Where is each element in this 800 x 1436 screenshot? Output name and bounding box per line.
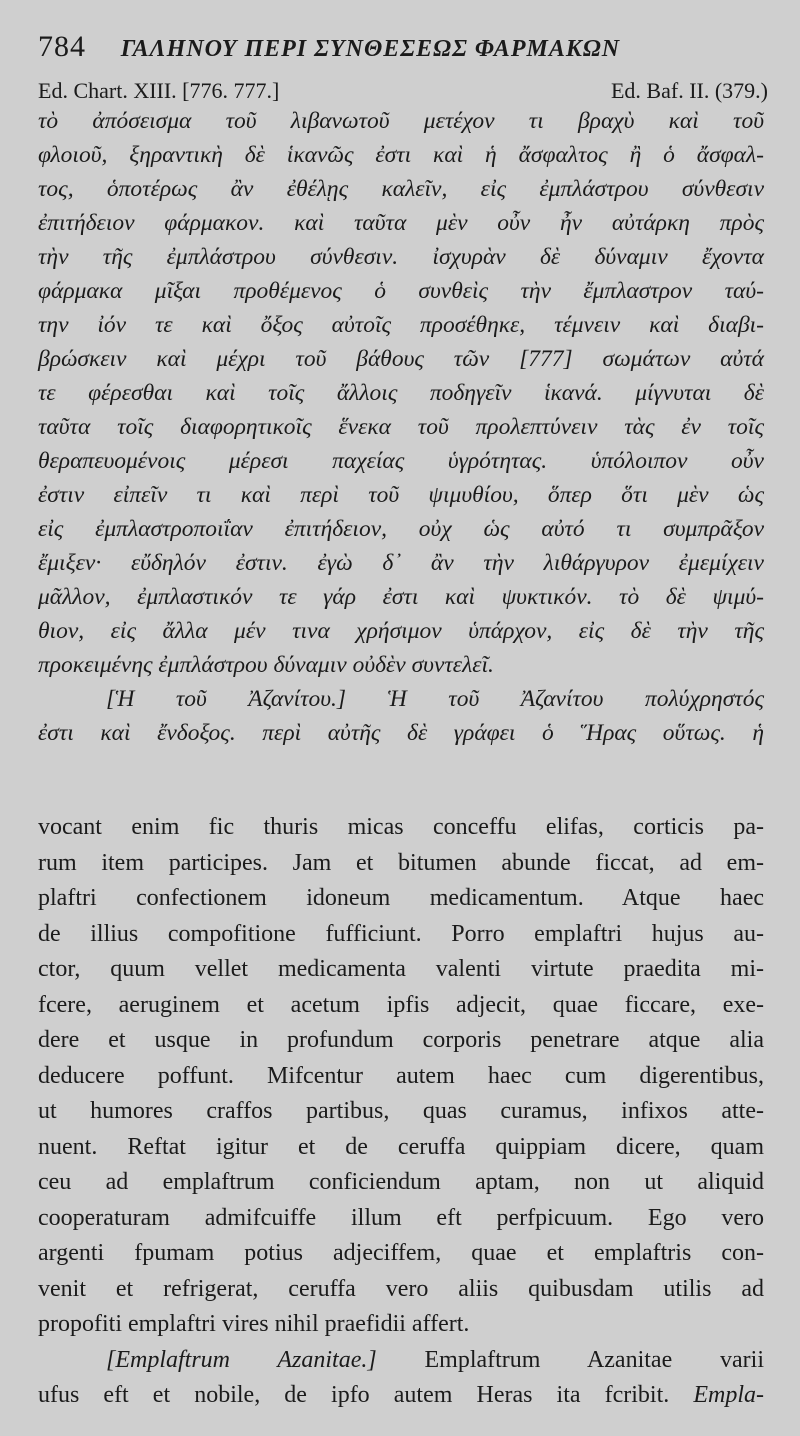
greek-text-block	[38, 104, 764, 750]
greek-line: προκειμένης ἐμπλάστρου δύναμιν οὐδὲν συντελεῖ.	[38, 652, 494, 678]
greek-line: τος, ὁποτέρως ἂν ἐθέλῃς καλεῖν, εἰς ἐμπλάστρου σύνθεσιν	[38, 176, 764, 202]
greek-line: ἐπιτήδειον φάρμακον. καὶ ταῦτα μὲν οὖν ἦν αὐτάρκη πρὸς	[38, 210, 764, 236]
greek-line: ἔμιξεν· εὔδηλόν ἐστιν. ἐγὼ δ᾽ ἂν τὴν λιθάργυρον ἐμεμίχειν	[38, 550, 764, 576]
latin-line: de illius compofitione fufficiunt. Porro emplaftri hujus au-	[38, 920, 764, 947]
greek-line: θιον, εἰς ἄλλα μέν τινα χρήσιμον ὑπάρχον, εἰς δὲ τὴν τῆς	[38, 618, 764, 644]
greek-line: μᾶλλον, ἐμπλαστικόν τε γάρ ἐστι καὶ ψυκτικόν. τὸ δὲ ψιμύ-	[38, 584, 764, 610]
greek-line: βρώσκειν καὶ μέχρι τοῦ βάθους τῶν [777] σωμάτων αὐτά	[38, 346, 764, 372]
latin-line: nuent. Reftat igitur et de ceruffa quippiam dicere, quam	[38, 1133, 764, 1160]
running-title: ΓΑΛΗΝΟΥ ΠΕΡΙ ΣΥΝΘΕΣΕΩΣ ΦΑΡΜΑΚΩΝ	[120, 36, 621, 62]
latin-line: ctor, quum vellet medicamenta valenti virtute praedita mi-	[38, 956, 764, 982]
latin-line	[38, 1378, 764, 1414]
greek-line: την ἰόν τε καὶ ὄξος αὐτοῖς προσέθηκε, τέμνειν καὶ διαβι-	[38, 312, 764, 338]
greek-line: φλοιοῦ, ξηραντικὴ δὲ ἱκανῶς ἐστι καὶ ἡ ἄσφαλτος ἢ ὁ ἄσφαλ-	[38, 142, 764, 168]
latin-section-heading-line	[38, 1343, 764, 1379]
page-number: 784	[38, 30, 86, 63]
latin-line: propofiti emplaftri vires nihil praefidii affert.	[38, 1311, 470, 1337]
greek-line: τὴν τῆς ἐμπλάστρου σύνθεσιν. ἰσχυρὰν δὲ δύναμιν ἔχοντα	[38, 244, 764, 270]
latin-line: ceu ad emplaftrum conficiendum aptam, non ut aliquid	[38, 1169, 764, 1195]
latin-heading-text: Emplaftrum Azanitae varii	[424, 1346, 764, 1373]
greek-line: ἐστιν εἰπεῖν τι καὶ περὶ τοῦ ψιμυθίου, ὅπερ ὅτι μὲν ὡς	[38, 482, 764, 508]
greek-line: εἰς ἐμπλαστροποιΐαν ἐπιτήδειον, οὐχ ὡς αὐτό τι συμπρᾶξον	[38, 516, 764, 542]
latin-line: vocant enim fic thuris micas conceffu elifas, corticis pa-	[38, 814, 764, 840]
latin-line: cooperaturam admifcuiffe illum eft perfpicuum. Ego vero	[38, 1204, 764, 1231]
latin-continuation-text: ufus eft et nobile, de ipfo autem Heras ita fcribit.	[38, 1382, 670, 1408]
greek-line: ταῦτα τοῖς διαφορητικοῖς ἕνεκα τοῦ προλεπτύνειν τὰς ἐν τοῖς	[38, 414, 764, 440]
edition-chartier-reference: Ed. Chart. XIII. [776. 777.]	[38, 78, 280, 103]
running-header	[38, 30, 768, 64]
latin-text-block	[38, 810, 764, 1414]
latin-line: ut humores craffos partibus, quas curamus, infixos atte-	[38, 1098, 764, 1124]
latin-line: fcere, aeruginem et acetum ipfis adjecit, quae ficcare, exe-	[38, 991, 764, 1018]
greek-section-heading-line: [Ἡ τοῦ Ἀζανίτου.] Ἡ τοῦ Ἀζανίτου πολύχρηστός	[106, 686, 764, 712]
latin-line: venit et refrigerat, ceruffa vero aliis quibusdam utilis ad	[38, 1275, 764, 1302]
latin-line: argenti fpumam potius adjeciffem, quae et emplaftris con-	[38, 1240, 764, 1266]
greek-line: τὸ ἀπόσεισμα τοῦ λιβανωτοῦ μετέχον τι βραχὺ καὶ τοῦ	[38, 108, 764, 134]
greek-line: ἐστι καὶ ἔνδοξος. περὶ αὐτῆς δὲ γράφει ὁ Ἥρας οὕτως. ἡ	[38, 720, 764, 746]
latin-continuation-tail: Empla-	[693, 1382, 764, 1408]
greek-line: θεραπευομένοις μέρεσι παχείας ὑγρότητας. ὑπόλοιπον οὖν	[38, 448, 764, 474]
latin-line: dere et usque in profundum corporis penetrare atque alia	[38, 1027, 764, 1053]
latin-section-heading: [Emplaftrum Azanitae.]	[106, 1346, 377, 1373]
edition-reference-line	[38, 78, 768, 104]
edition-basel-reference: Ed. Baf. II. (379.)	[610, 78, 768, 103]
latin-line: plaftri confectionem idoneum medicamentum. Atque haec	[38, 885, 764, 911]
greek-line: φάρμακα μῖξαι προθέμενος ὁ συνθεὶς τὴν ἔμπλαστρον ταύ-	[38, 278, 764, 304]
greek-line: τε φέρεσθαι καὶ τοῖς ἄλλοις ποδηγεῖν ἱκανά. μίγνυται δὲ	[38, 380, 764, 406]
latin-line: rum item participes. Jam et bitumen abunde ficcat, ad em-	[38, 849, 764, 876]
latin-line: deducere poffunt. Mifcentur autem haec cum digerentibus,	[38, 1062, 764, 1089]
